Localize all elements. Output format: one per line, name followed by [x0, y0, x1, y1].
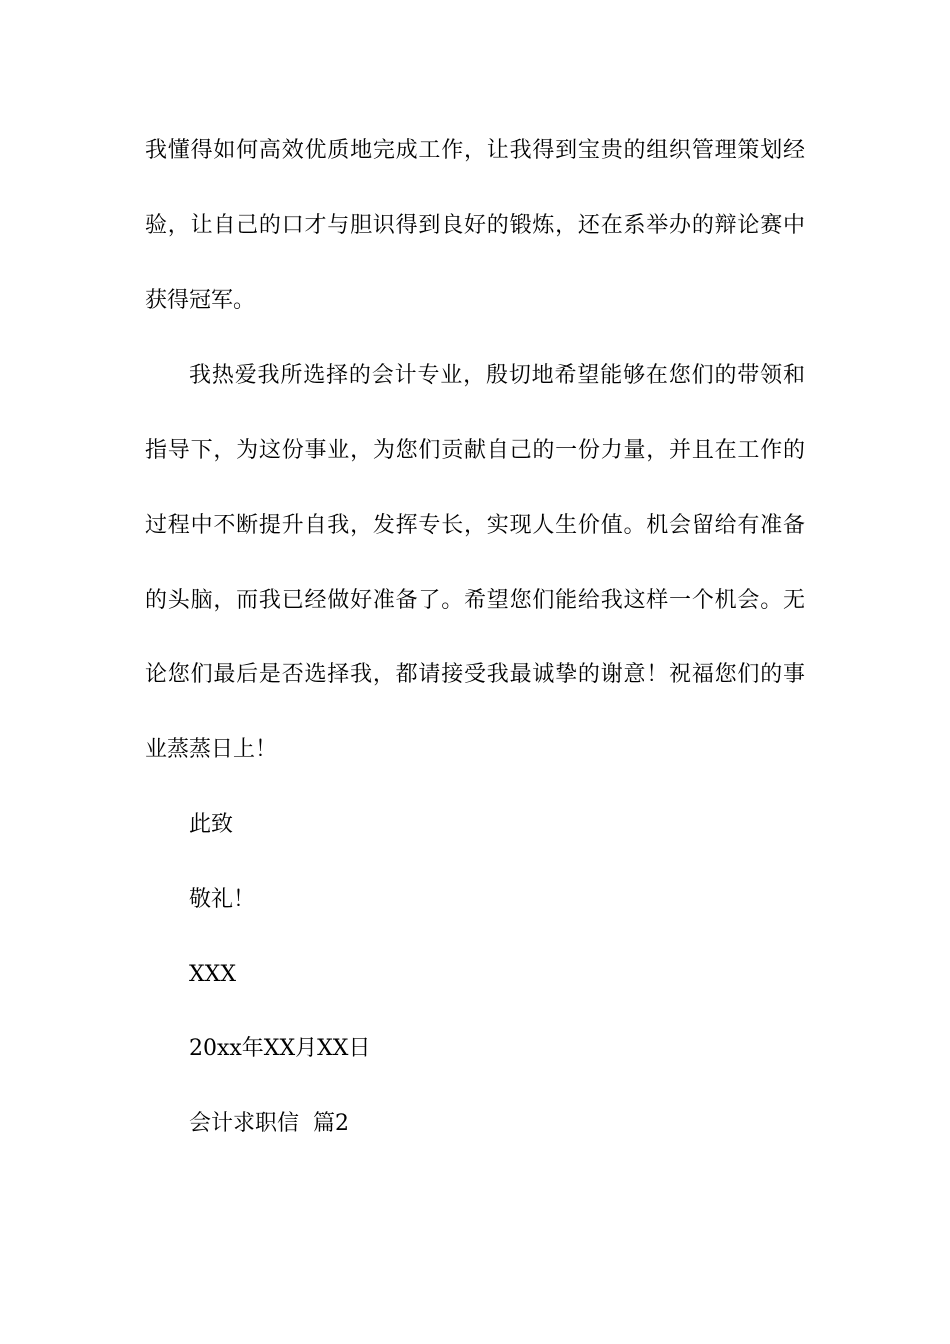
paragraph-2-line-6: 业蒸蒸日上！ [145, 737, 278, 762]
closing-regards: 敬礼！ [189, 887, 256, 912]
paragraph-2-line-4: 的头脑，而我已经做好准备了。希望您们能给我这样一个机会。无 [145, 588, 805, 613]
paragraph-2-line-2: 指导下，为这份事业，为您们贡献自己的一份力量，并且在工作的 [145, 438, 805, 463]
paragraph-1-line-2: 验，让自己的口才与胆识得到良好的锻炼，还在系举办的辩论赛中 [145, 213, 805, 238]
next-section-title: 会计求职信 篇2 [189, 1111, 349, 1136]
closing-date: 20xx年XX月XX日 [189, 1036, 371, 1061]
paragraph-2-line-1: 我热爱我所选择的会计专业，殷切地希望能够在您们的带领和 [189, 363, 805, 388]
closing-salutation: 此致 [189, 812, 234, 837]
paragraph-1-line-3: 获得冠军。 [145, 288, 256, 313]
paragraph-2-line-5: 论您们最后是否选择我，都请接受我最诚挚的谢意！祝福您们的事 [145, 662, 805, 687]
closing-signature: XXX [189, 962, 236, 987]
paragraph-1-line-1: 我懂得如何高效优质地完成工作，让我得到宝贵的组织管理策划经 [145, 138, 805, 163]
paragraph-2-line-3: 过程中不断提升自我，发挥专长，实现人生价值。机会留给有准备 [145, 513, 805, 538]
